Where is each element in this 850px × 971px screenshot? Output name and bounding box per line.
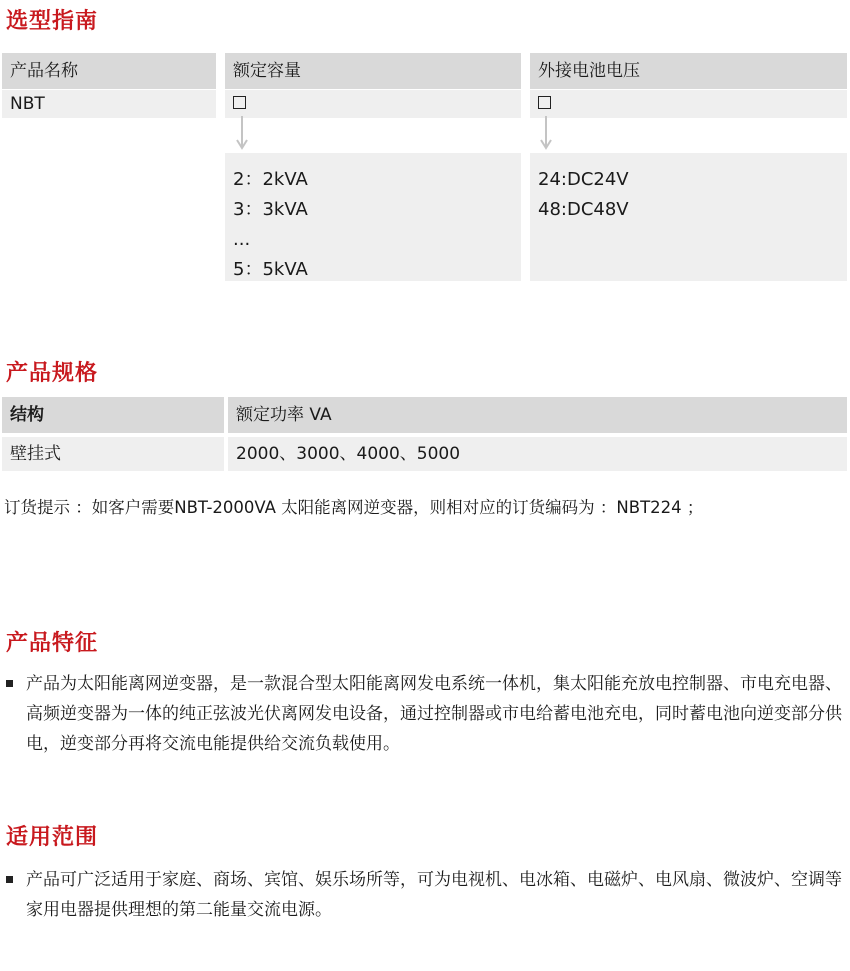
spec-structure-value: 壁挂式 xyxy=(2,437,224,471)
capacity-option: 2：2kVA xyxy=(233,169,308,190)
empty-square-icon xyxy=(538,96,551,109)
product-name-value: NBT xyxy=(2,90,216,118)
voltage-option: 24:DC24V xyxy=(538,169,629,190)
features-paragraph xyxy=(6,669,848,759)
application-title: 适用范围 xyxy=(6,825,99,850)
down-arrow-icon xyxy=(539,116,553,152)
product-name-header: 产品名称 xyxy=(2,53,216,89)
square-bullet-icon xyxy=(6,876,13,883)
application-paragraph xyxy=(6,865,848,925)
voltage-option: 48:DC48V xyxy=(538,199,629,220)
features-title: 产品特征 xyxy=(6,631,99,656)
square-bullet-icon xyxy=(6,680,13,687)
spec-structure-header xyxy=(2,397,224,433)
product-spec-title: 产品规格 xyxy=(6,361,99,386)
rated-capacity-header: 额定容量 xyxy=(225,53,521,89)
capacity-option-ellipsis: ... xyxy=(233,229,251,250)
features-text: 产品为太阳能离网逆变器，是一款混合型太阳能离网发电系统一体机，集太阳能充放电控制器、市电充电器、高频逆变器为一体的纯正弦波光伏离网发电设备，通过控制器或市电给蓄电池充电，同时蓄电池向逆变部分供电，逆变部分再将交流电能提供给交流负载使用。 xyxy=(26,674,842,754)
selection-guide-title: 选型指南 xyxy=(6,9,99,34)
spec-power-value: 2000、3000、4000、5000 xyxy=(228,437,847,471)
application-text: 产品可广泛适用于家庭、商场、宾馆、娱乐场所等，可为电视机、电冰箱、电磁炉、电风扇、微波炉、空调等家用电器提供理想的第二能量交流电源。 xyxy=(26,870,842,920)
capacity-option: 5：5kVA xyxy=(233,259,308,280)
down-arrow-icon xyxy=(235,116,249,152)
spec-structure-header-text: 结构 xyxy=(10,405,44,425)
rated-capacity-code xyxy=(225,90,521,118)
voltage-options-list xyxy=(530,153,847,281)
order-note: 订货提示 ：如客户需要NBT-2000VA 太阳能离网逆变器，则相对应的订货编码为 ：NBT224 ； xyxy=(4,498,704,517)
spec-power-header: 额定功率 VA xyxy=(228,397,847,433)
battery-voltage-header: 外接电池电压 xyxy=(530,53,847,89)
capacity-option: 3：3kVA xyxy=(233,199,308,220)
battery-voltage-code xyxy=(530,90,847,118)
empty-square-icon xyxy=(233,96,246,109)
capacity-options-list xyxy=(225,153,521,281)
